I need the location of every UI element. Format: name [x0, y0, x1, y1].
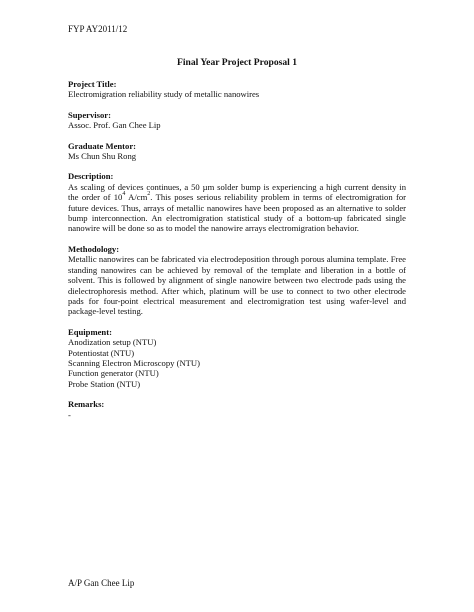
graduate-mentor-label: Graduate Mentor:	[68, 140, 137, 151]
description-exponent-1: 4	[122, 191, 126, 198]
equipment-section	[68, 327, 406, 389]
equipment-label: Equipment:	[68, 326, 112, 337]
description-unit: A/cm	[125, 192, 148, 203]
graduate-mentor-section	[68, 141, 406, 162]
description-text	[68, 182, 406, 234]
graduate-mentor-value: Ms Chun Shu Rong	[68, 151, 137, 162]
supervisor-value: Assoc. Prof. Gan Chee Lip	[68, 120, 161, 131]
project-title-label: Project Title:	[68, 79, 117, 89]
equipment-item: Function generator (NTU)	[68, 368, 159, 379]
description-part2: . This poses serious reliability problem in terms of electromigration for future devices. Thus, arrays of metallic nanowires have been proposed as an alternative to solder bump interconnection. An electromigration statistical study of a bottom-up fabricated single nanowire will be done so as to model the nanowire arrays electromigration behavior.	[68, 192, 406, 234]
document-title: Final Year Project Proposal 1	[176, 57, 298, 68]
methodology-text: Metallic nanowires can be fabricated via electrodeposition through porous alumina template. Free standing nanowires can be achieved by removal of the template and liberation in a bottle of solvent. This is followed by alignment of single nanowire between two electrode pads using the dielectrophoresis method. After which, platinum will be use to connect to two other electrode pads for four-point electrical measurement and electromigration test using wafer-level and package-level testing.	[68, 254, 406, 317]
equipment-item: Probe Station (NTU)	[68, 378, 141, 389]
supervisor-label: Supervisor:	[68, 109, 111, 120]
methodology-section	[68, 244, 406, 317]
remarks-section	[68, 399, 406, 420]
equipment-item: Anodization setup (NTU)	[68, 337, 157, 348]
remarks-value: -	[68, 409, 71, 420]
description-section	[68, 171, 406, 233]
description-exponent-2: 2	[147, 191, 151, 198]
remarks-label: Remarks:	[68, 399, 105, 410]
project-title-value: Electromigration reliability study of metallic nanowires	[68, 89, 260, 100]
project-title-section	[68, 79, 406, 100]
equipment-item: Scanning Electron Microscopy (NTU)	[68, 357, 200, 368]
document-body	[68, 79, 406, 430]
methodology-label: Methodology:	[68, 243, 120, 254]
equipment-item: Potentiostat (NTU)	[68, 347, 135, 358]
description-part1: As scaling of devices continues, a 50 µm solder bump is experiencing a high current density in the order of 10	[68, 181, 406, 203]
page-footer: A/P Gan Chee Lip	[68, 578, 135, 588]
page-header: FYP AY2011/12	[68, 24, 128, 34]
supervisor-section	[68, 110, 406, 131]
description-label: Description:	[68, 171, 114, 182]
